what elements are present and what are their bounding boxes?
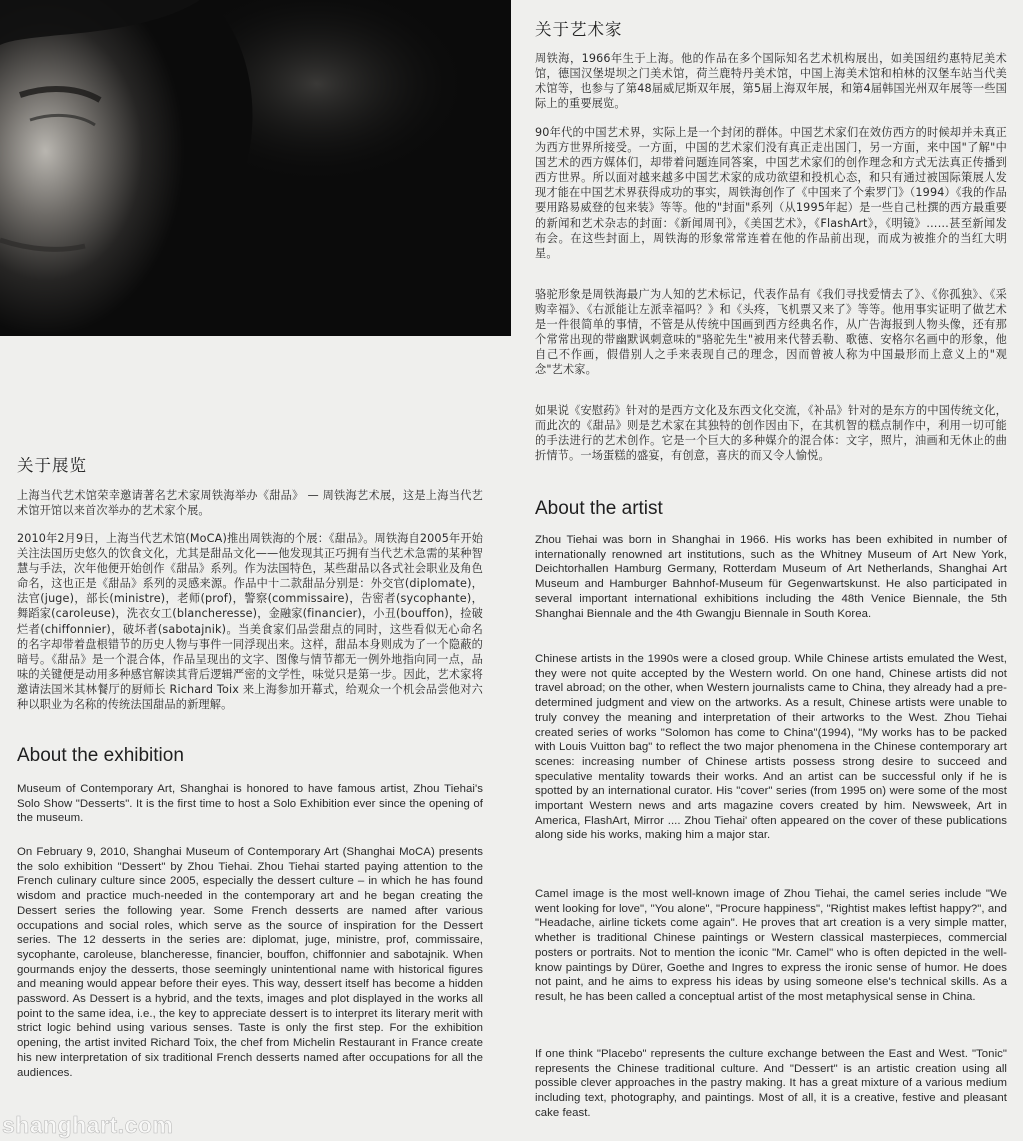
artist-heading-en-block xyxy=(535,498,1007,520)
exhibition-intro-en-block xyxy=(17,782,483,826)
exhibition-body-en-block xyxy=(17,845,483,1080)
exhibition-intro-en: Museum of Contemporary Art, Shanghai is honored to have famous artist, Zhou Tiehai's Solo Show "Desserts". It is the first time to host a Solo Exhibition ever since the opening of the museum. xyxy=(17,783,483,825)
artist-bio-en-block xyxy=(535,533,1007,621)
artist-portrait-photo xyxy=(0,0,511,336)
exhibition-heading-cn-block xyxy=(17,452,483,476)
exhibition-heading-en: About the exhibition xyxy=(17,745,184,766)
artist-dessert-cn: 如果说《安慰药》针对的是西方文化及东西文化交流，《补品》针对的是东方的中国传统文化，而此次的《甜品》则是艺术家在其独特的创作因由下，在其机智的糕点制作中，利用一切可能的手法进行的艺术创作。它是一个巨大的多种媒介的混合体：文字，照片，油画和无休止的曲折情节。一场蛋糕的盛宴，有创意，喜庆的而又令人愉悦。 xyxy=(535,404,1007,463)
portrait-graphic xyxy=(0,0,511,336)
artist-bio-cn-block xyxy=(535,51,1007,111)
artist-context-en: Chinese artists in the 1990s were a closed group. While Chinese artists emulated the West, they were not quite accepted by the Western world. On one hand, Chinese artists did not travel abroad; on the other, when Western journalists came to China, they already had a pre-determined judgment and view on the artworks. As a result, Chinese artists were unable to truly convey the meaning and interpretation of their artworks to the West. Zhou Tiehai created series of works "Solomon has come to China"(1994), "My works has to be packed with Louis Vuitton bag" to reflect the two major phenomena in the Chinese contemporary art scenes: increasing number of Chinese artists possess strong desire to succeed and speculative mentality towards their works. And an artist can be successful only if he is spotted by an international curator. His "cover" series (from 1995 on) were some of the most important Western news and arts magazine covers created by him. Newsweek, Art in America, FlashArt, Mirror .... Zhou Tiehai' often appeared on the cover of these publications along side his works, making him a major star. xyxy=(535,653,1007,842)
artist-dessert-cn-block xyxy=(535,403,1007,463)
exhibition-body-cn: 2010年2月9日，上海当代艺术馆(MoCA)推出周铁海的个展：《甜品》。周铁海自2005年开始关注法国历史悠久的饮食文化，尤其是甜品文化——他发现其正巧拥有当代艺术急需的某种智慧与手法，次年他便开始创作《甜品》系列。作为法国特色，某些甜品以各式社会职业及角色命名，这也正是《甜品》系列的灵感来源。作品中十二款甜品分别是：外交官(diplomate)，法官(juge)，部长(ministre)，老师(prof)，警察(commissaire)，告密者(sycophante)，舞蹈家(caroleuse)，洗衣女工(blancheresse)，金融家(financier)，小丑(bouffon)，捡破烂者(chiffonnier)，破坏者(sabotajnik)。当美食家们品尝甜点的同时，这些看似无心命名的名字却带着盘根错节的历史人物与事件一同浮现出来。这样，甜品本身则成为了一个隐蔽的暗号。《甜品》是一个混合体，作品呈现出的文字、图像与情节都无一例外地指向同一点，品味的关键便是动用多种感官解读其背后逻辑严密的文学性，味觉只是第一步。因此，艺术家将邀请法国米其林餐厅的厨师长 Richard Toix 来上海参加开幕式，给观众一个机会品尝他对六种以职业为名称的传统法国甜品的新理解。 xyxy=(17,532,483,712)
artist-bio-en: Zhou Tiehai was born in Shanghai in 1966. His works has been exhibited in number of internationally renowned art institutions, such as the Whitney Museum of Art New York, Deichtorhallen Hamburg Germany, Rotterdam Museum of Art Netherlands, Shanghai Art Museum and Hamburger Bahnhof-Museum für Gegenwartskunst. He also participated in several important international exhibitions including the 48th Venice Biennale, the 5th Shanghai Biennale and the 4th Gwangju Biennale in South Korea. xyxy=(535,534,1007,620)
exhibition-body-cn-block xyxy=(17,531,483,712)
exhibition-intro-cn: 上海当代艺术馆荣幸邀请著名艺术家周铁海举办《甜品》 — 周铁海艺术展，这是上海当代艺术馆开馆以来首次举办的艺术家个展。 xyxy=(17,489,483,518)
exhibition-body-en: On February 9, 2010, Shanghai Museum of Contemporary Art (Shanghai MoCA) presents the solo exhibition "Dessert" by Zhou Tiehai. Zhou Tiehai started paying attention to the French culinary culture since 2005, especially the dessert culture – in which he has found wisdom and practice much-needed in the contemporary art and he began creating the Dessert series the following year. Some French desserts are named after various occupations and social roles, which serve as the source of inspiration for the Dessert series. The 12 desserts in the series are: diplomat, juge, ministre, prof, commissaire, sycophante, caroleuse, blancheresse, financier, bouffon, chiffonnier and sabotajnik. When gourmands enjoy the desserts, those seemingly unintentional name with historical figures and meaning would appear before their eyes. This way, dessert itself has become a hidden password. As Dessert is a hybrid, and the texts, images and plot displayed in the works all point to the same idea, i.e., the key to appreciate dessert is to interpret its literary merit with strict logic behind using various senses. Taste is only the first step. For the exhibition opening, the artist invited Richard Toix, the chef from Michelin Restaurant in France create his new interpretation of six traditional French desserts named after occupations for all the audiences. xyxy=(17,846,483,1079)
exhibition-heading-cn: 关于展览 xyxy=(17,456,87,475)
artist-context-cn: 90年代的中国艺术界，实际上是一个封闭的群体。中国艺术家们在效仿西方的时候却并未真正为西方世界所接受。一方面，中国的艺术家们没有真正走出国门，另一方面，来中国"了解"中国艺术的西方媒体们，却带着问题连同答案，中国艺术家们的创作理念和方式无法真正传播到西方世界。所以面对越来越多中国艺术家的成功欲望和投机心态，和只有通过被国际策展人发现才能在中国艺术界获得成功的事实，周铁海创作了《中国来了个索罗门》（1994）《我的作品要用路易威登的包来装》等等。他的"封面"系列（从1995年起）是一些自己杜撰的西方最重要的新闻和艺术杂志的封面：《新闻周刊》，《美国艺术》，《FlashArt》，《明镜》……甚至新闻发布会。在这些封面上，周铁海的形象常常连着在他的作品前出现，而成为被推介的当红大明星。 xyxy=(535,126,1007,260)
exhibition-intro-cn-block xyxy=(17,488,483,518)
artist-dessert-en: If one think "Placebo" represents the culture exchange between the East and West. "Tonic" represents the Chinese traditional culture. And "Dessert" is an artistic creation using all possible clever approaches in the pastry making. It has a great mixture of a various medium including text, photography, and paintings. Most of all, it is a creative, festive and pleasant cake feast. xyxy=(535,1048,1007,1119)
artist-dessert-en-block xyxy=(535,1047,1007,1121)
artist-bio-cn: 周铁海，1966年生于上海。他的作品在多个国际知名艺术机构展出，如美国纽约惠特尼美术馆，德国汉堡堤坝之门美术馆，荷兰鹿特丹美术馆，中国上海美术馆和柏林的汉堡车站当代美术馆等，也参与了第48届威尼斯双年展，第5届上海双年展，和第4届韩国光州双年展等一些国际上的重要展览。 xyxy=(535,52,1007,111)
artist-camel-en: Camel image is the most well-known image of Zhou Tiehai, the camel series include "We went looking for love", "You alone", "Procure happiness", "Rightist makes leftist happy?", and "Headache, airline tickets come again". He proves that art creation is a very simple matter, whether is traditional Chinese paintings or Western classical masterpieces, commercial posters or portraits. Not to mention the iconic "Mr. Camel" who is often depicted in the well-know paintings by Dürer, Goethe and Ingres to express the ironic sense of humor. He does not paint, and he aims to express his ideas by using someone else's technical skills. As a result, he has been called a conceptual artist of the most metaphysical sense in China. xyxy=(535,888,1007,1003)
artist-heading-en: About the artist xyxy=(535,498,663,519)
exhibition-heading-en-block xyxy=(17,745,483,767)
artist-context-en-block xyxy=(535,652,1007,843)
site-watermark: shanghart.com xyxy=(2,1112,174,1138)
artist-context-cn-block xyxy=(535,125,1007,261)
artist-camel-en-block xyxy=(535,887,1007,1005)
artist-camel-cn-block xyxy=(535,287,1007,378)
artist-heading-cn-block xyxy=(535,16,1007,40)
artist-camel-cn: 骆驼形象是周铁海最广为人知的艺术标记，代表作品有《我们寻找爱情去了》、《你孤独》、《采购幸福》、《右派能让左派幸福吗？》和《头疼，飞机票又来了》等等。他用事实证明了做艺术是一件很简单的事情，不管是从传统中国画到西方经典名作，从广告海报到人物头像，还有那个常常出现的带幽默讽刺意味的"骆驼先生"被用来代替丢勒、歌德、安格尔名画中的形象，他自己不作画，假借别人之手来表现自己的理念，因而曾被人称为中国最形而上意义上的"观念"艺术家。 xyxy=(535,288,1007,377)
artist-heading-cn: 关于艺术家 xyxy=(535,20,623,39)
